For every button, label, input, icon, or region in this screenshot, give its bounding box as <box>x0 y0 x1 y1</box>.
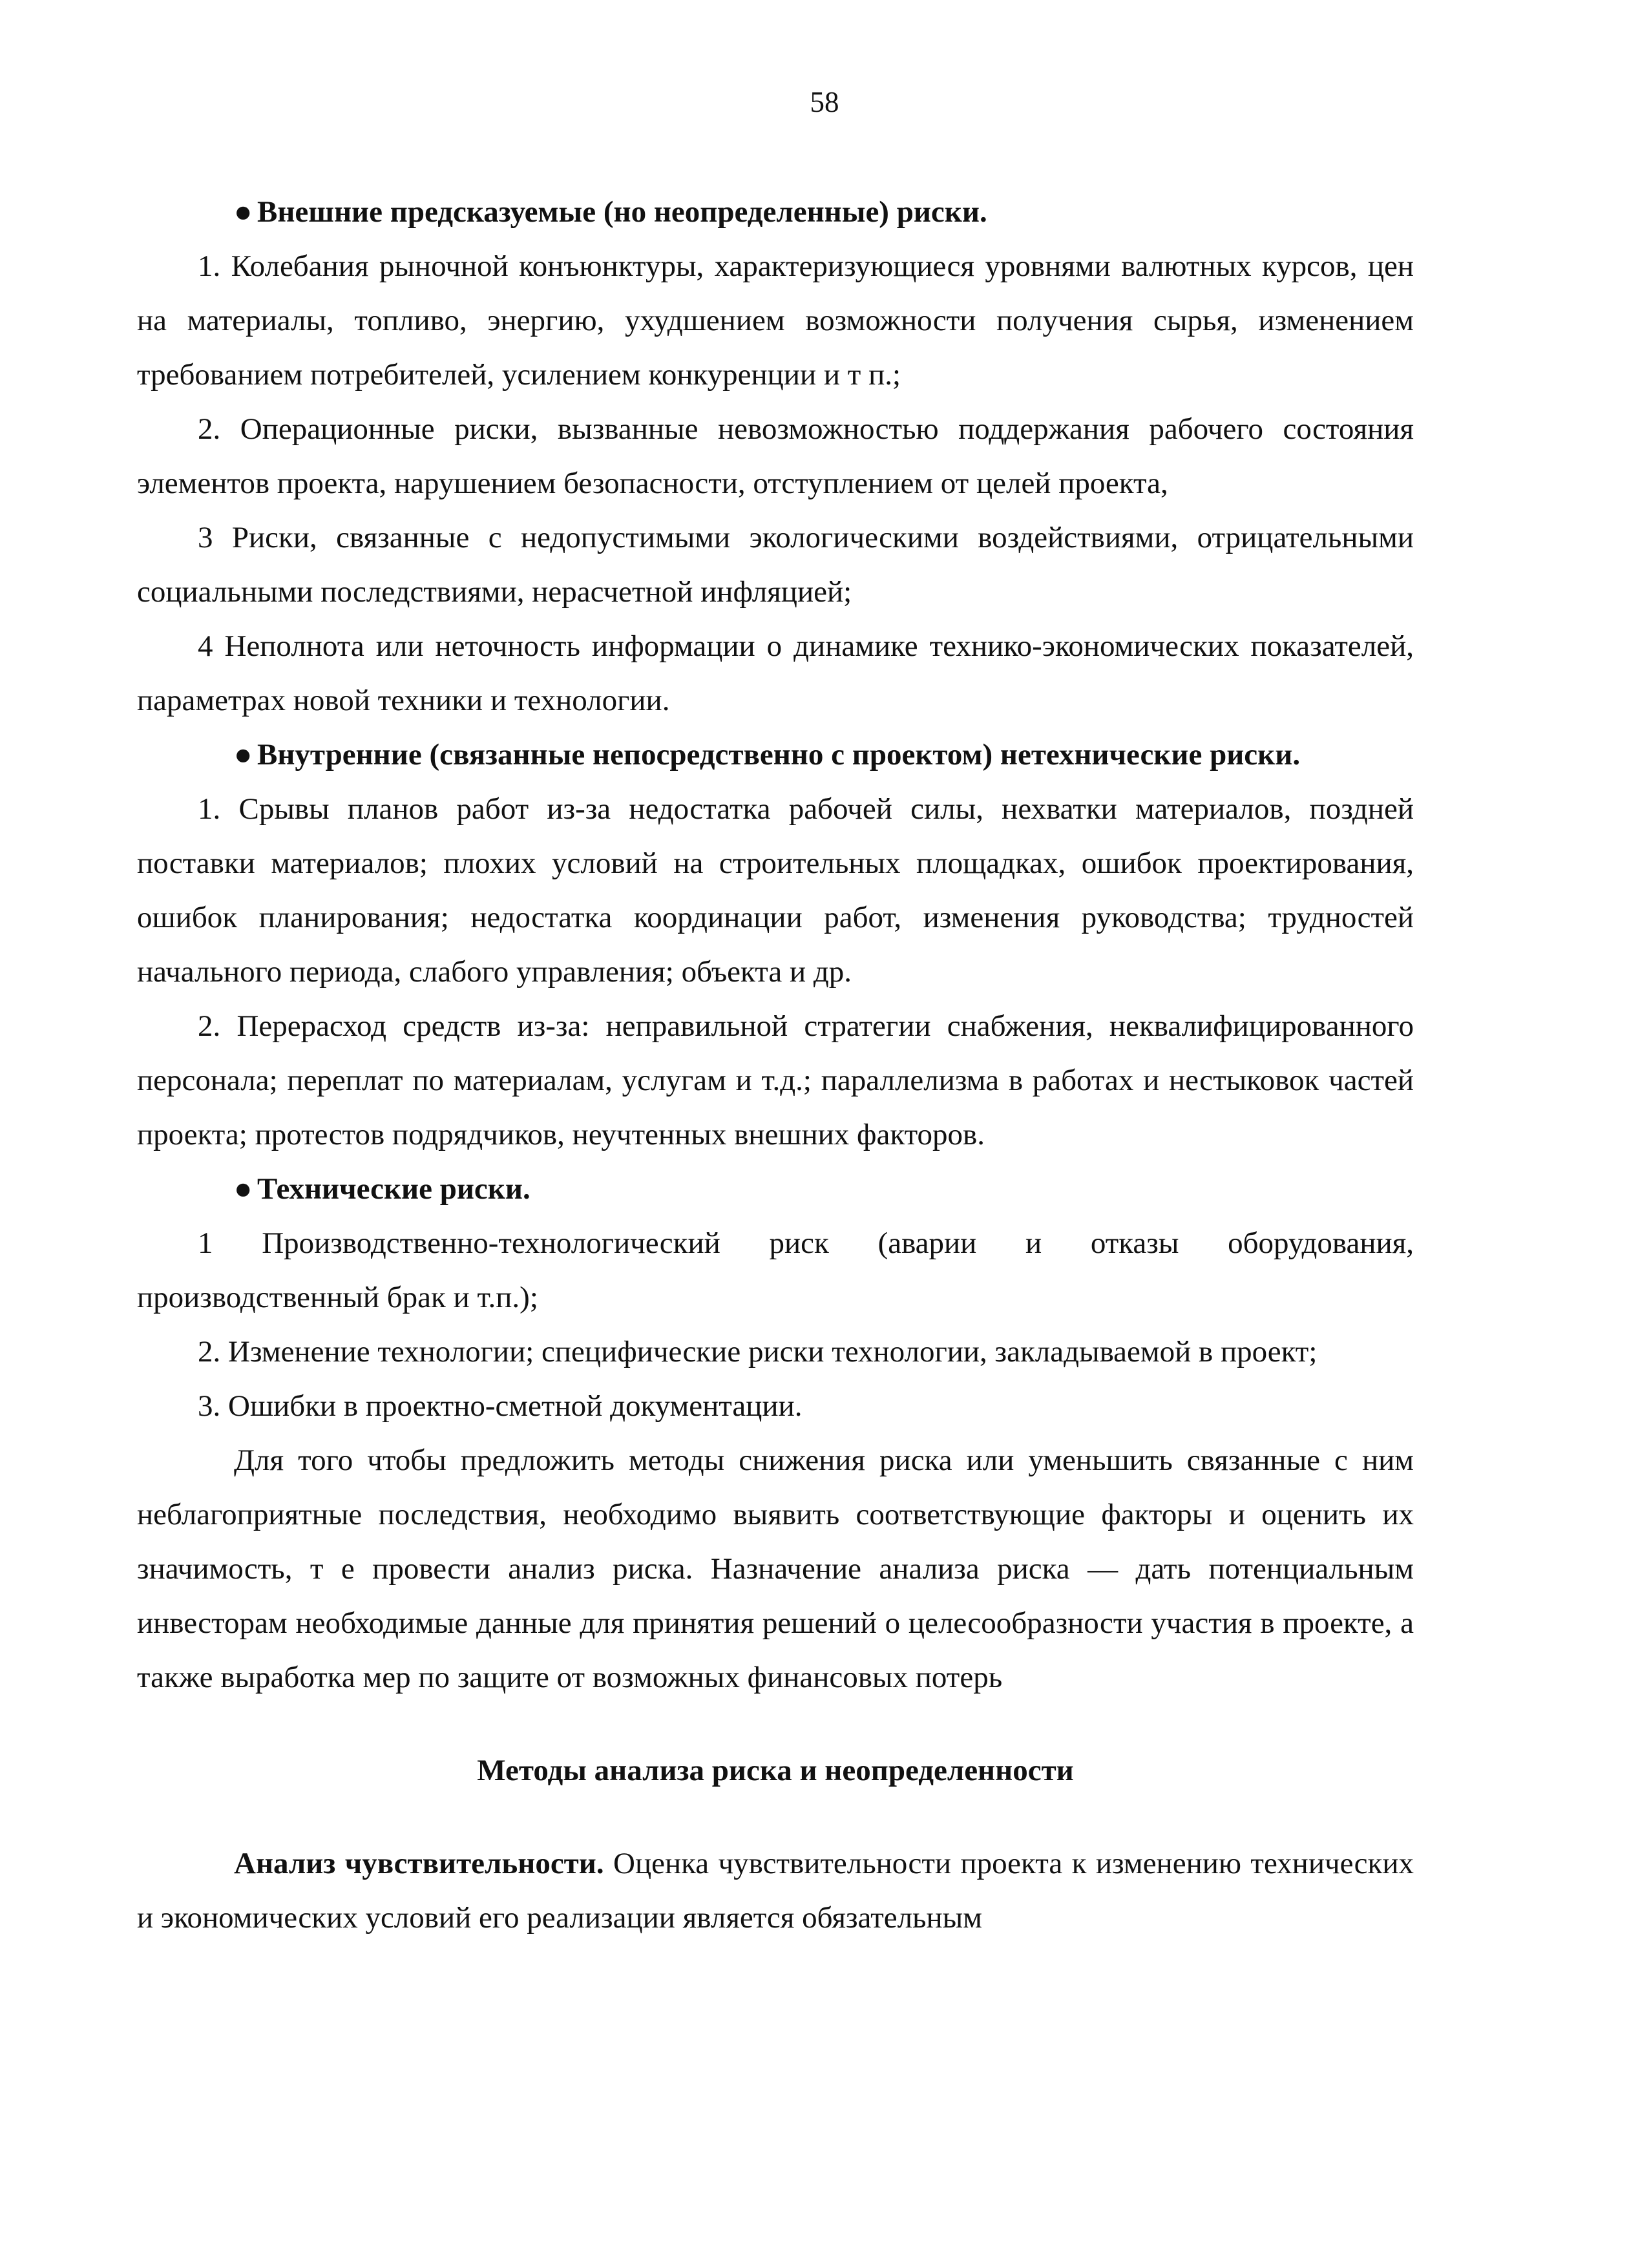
sensitivity-paragraph <box>137 1836 1414 1945</box>
list-item: 4 Неполнота или неточность информации о динамике технико-экономических показателей, параметрах новой техники и технологии. <box>137 629 1414 717</box>
page-content <box>137 185 1414 1945</box>
section-heading-text: Внутренние (связанные непосредственно с проектом) нетехнические риски. <box>257 738 1301 772</box>
section-heading-text: Внешние предсказуемые (но неопределенные) риски. <box>257 195 987 229</box>
list-item: 1. Срывы планов работ из-за недостатка рабочей силы, нехватки материалов, поздней поставки материалов; плохих условий на строительных площадках, ошибок проектирования, ошибок планирования; недостатка координации работ, изменения руководства; трудностей начального периода, слабого управления; объекта и др. <box>137 792 1414 989</box>
section-heading-internal-risks <box>137 728 1414 782</box>
bullet-icon: ● <box>234 1172 253 1206</box>
list-item: 3. Ошибки в проектно-сметной документации. <box>198 1389 803 1423</box>
methods-heading: Методы анализа риска и неопределенности <box>477 1754 1074 1787</box>
list-item: 2. Изменение технологии; специфические риски технологии, закладываемой в проект; <box>198 1335 1318 1369</box>
bullet-icon: ● <box>234 738 253 772</box>
sensitivity-text: Оценка чувствительности проекта к изменению технических и экономических условий его реализации является обязательным <box>137 1847 1414 1935</box>
list-item: 1 Производственно-технологический риск (аварии и отказы оборудования, производственный брак и т.п.); <box>137 1226 1414 1314</box>
list-item: 2. Перерасход средств из-за: неправильной стратегии снабжения, неквалифицированного персонала; переплат по материалам, услугам и т.д.; параллелизма в работах и нестыковок частей проекта; протестов подрядчиков, неучтенных внешних факторов. <box>137 1009 1414 1151</box>
bullet-icon: ● <box>234 195 253 229</box>
body-paragraph: Для того чтобы предложить методы снижения риска или уменьшить связанные с ним неблагоприятные последствия, необходимо выявить соответствующие факторы и оценить их значимость, т е провести анализ риска. Назначение анализа риска — дать потенциальным инвесторам необходимые данные для принятия решений о целесообразности участия в проекте, а также выработка мер по защите от возможных финансовых потерь <box>137 1444 1414 1694</box>
list-item: 2. Операционные риски, вызванные невозможностью поддержания рабочего состояния элементов проекта, нарушением безопасности, отступлением от целей проекта, <box>137 412 1414 500</box>
section-heading-external-risks <box>137 185 1414 239</box>
list-item: 3 Риски, связанные с недопустимыми экологическими воздействиями, отрицательными социальными последствиями, нерасчетной инфляцией; <box>137 521 1414 609</box>
section-heading-technical-risks <box>137 1162 1414 1216</box>
page-number: 58 <box>810 86 839 118</box>
section-heading-text: Технические риски. <box>257 1172 530 1206</box>
list-item: 1. Колебания рыночной конъюнктуры, характеризующиеся уровнями валютных курсов, цен на материалы, топливо, энергию, ухудшением возможности получения сырья, изменением требованием потребителей, усилением конкуренции и т п.; <box>137 249 1414 392</box>
sensitivity-lead: Анализ чувствительности. <box>234 1847 604 1880</box>
